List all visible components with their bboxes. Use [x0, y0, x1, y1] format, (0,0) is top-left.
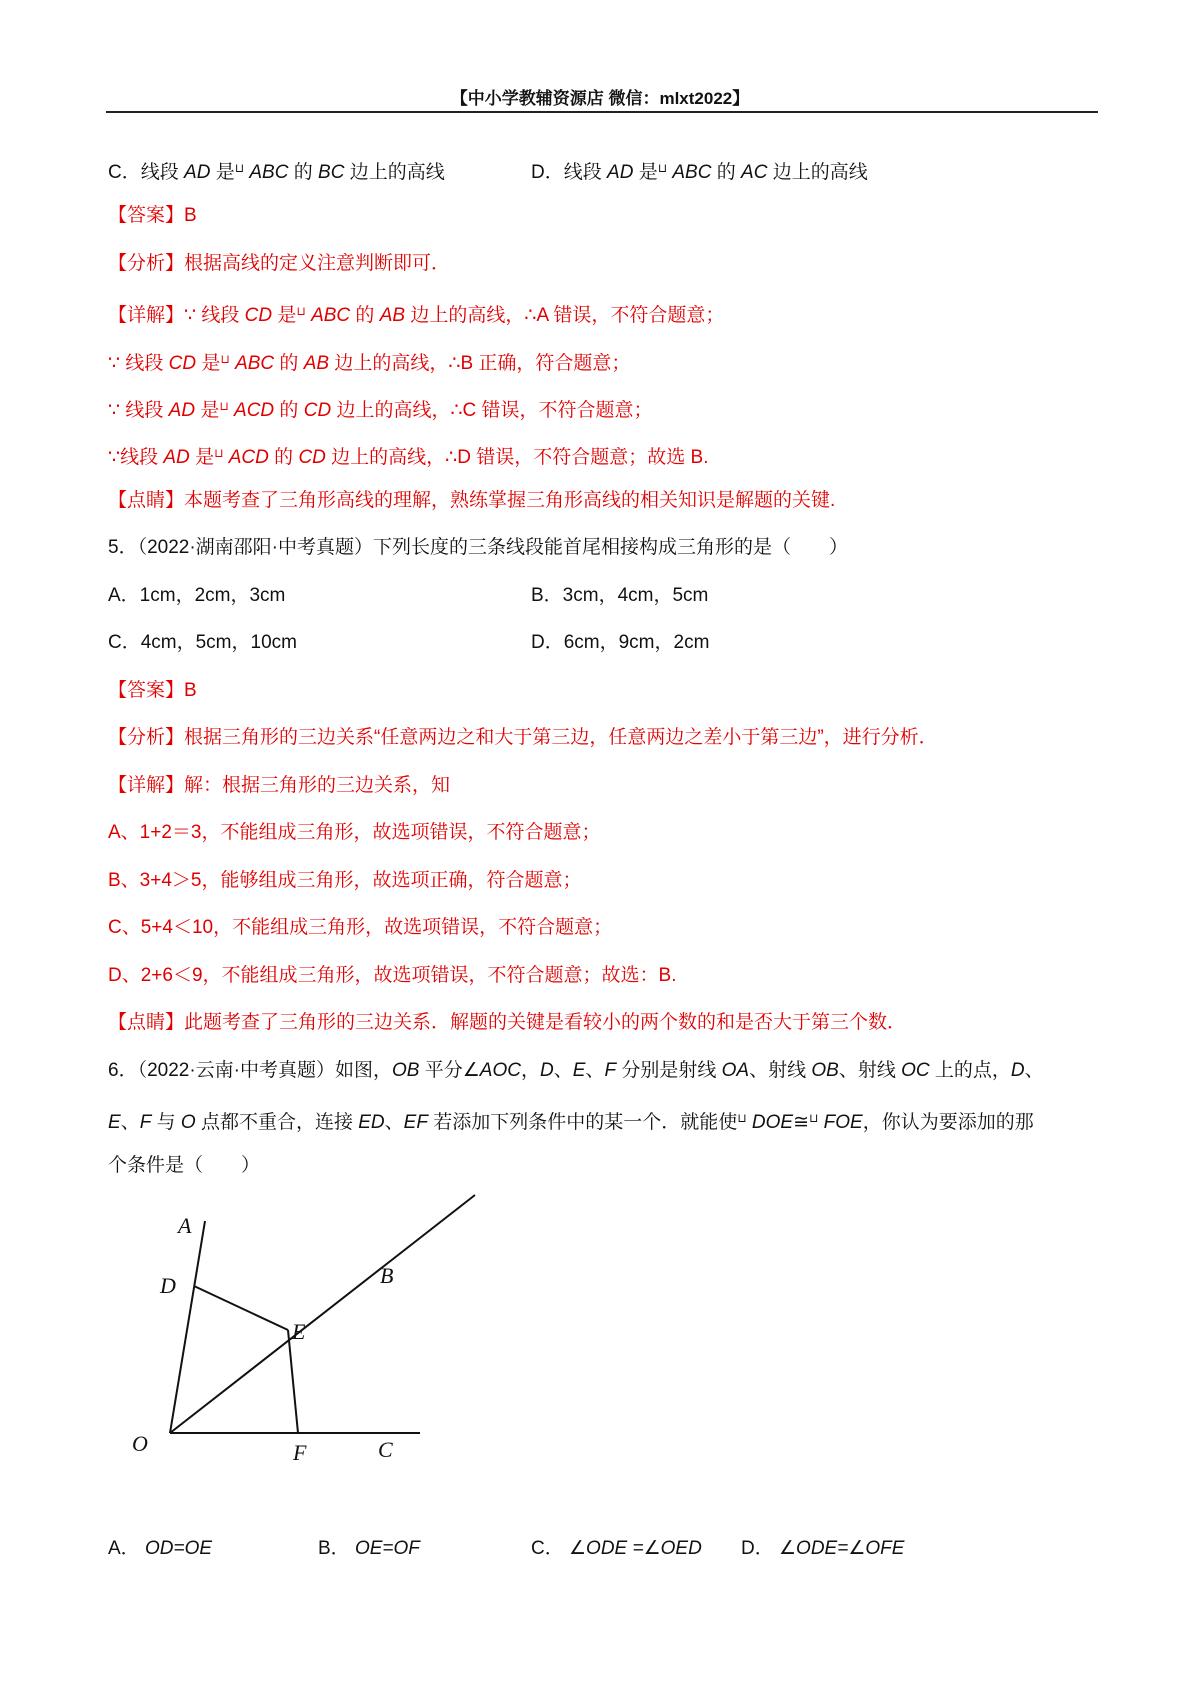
q6-l2-o: O: [180, 1112, 196, 1133]
q6-option-b: [318, 1536, 420, 1562]
q6-l1-ob2: OB: [811, 1060, 839, 1081]
q4-d1-de: 的: [355, 305, 375, 326]
q4-option-d-segment: AD: [607, 162, 634, 183]
q4-option-d-rest: 边上的高线: [772, 162, 868, 183]
q4-option-d-is: 是: [638, 162, 658, 183]
q4-d2-tri: ABC: [235, 353, 275, 374]
q4-analysis: 【分析】根据高线的定义注意判断即可．: [108, 253, 451, 274]
q4-detail-line-4: [108, 440, 709, 471]
q5-comment: 【点睛】此题考查了三角形的三边关系．解题的关键是看较小的两个数的和是否大于第三个数．: [108, 1012, 907, 1033]
triangle-icon: ⊔: [219, 399, 229, 413]
q4-option-d-de: 的: [716, 162, 736, 183]
triangle-icon: ⊔: [234, 161, 245, 175]
q6-l1-c: ，: [520, 1060, 540, 1081]
q4-d1-seg: CD: [244, 305, 273, 326]
triangle-icon: ⊔: [214, 446, 224, 460]
q6-stem-line-2: [108, 1105, 1034, 1136]
q4-comment: 【点睛】本题考查了三角形高线的理解，熟练掌握三角形高线的相关知识是解题的关键.: [108, 490, 836, 511]
q6-option-c-label: C．: [531, 1538, 564, 1559]
q6-l2-foe: FOE: [823, 1112, 863, 1133]
q5-option-b: B．3cm，4cm，5cm: [531, 585, 709, 606]
q6-option-b-label: B．: [318, 1538, 350, 1559]
q4-option-c-rest: 边上的高线: [349, 162, 445, 183]
label-b: B: [380, 1263, 394, 1288]
header-divider: [106, 111, 1098, 113]
q6-figure-svg: [130, 1183, 490, 1473]
q4-d3-a: ∵ 线段: [108, 400, 164, 421]
q6-geometry-figure: [130, 1183, 490, 1473]
q6-l2-f: F: [139, 1112, 152, 1133]
q6-l1-m: 、: [1024, 1060, 1044, 1081]
q4-d4-rest: 边上的高线，∴D 错误，不符合题意；故选 B.: [331, 447, 709, 468]
q6-option-b-value: OE=OF: [354, 1538, 420, 1559]
q5-option-c: C．4cm，5cm，10cm: [108, 632, 297, 653]
q4-d4-a: ∵线段: [108, 447, 159, 468]
q4-option-d-label: D．线段: [531, 162, 602, 183]
q6-option-a-label: A．: [108, 1538, 140, 1559]
q6-l2-ed: ED: [358, 1112, 385, 1133]
q4-d2-seg: CD: [168, 353, 197, 374]
segment-de: [194, 1286, 288, 1330]
q4-option-c-triangle: ABC: [249, 162, 289, 183]
triangle-icon: ⊔: [296, 304, 306, 318]
q4-d4-tri: ACD: [228, 447, 269, 468]
q4-option-c-segment: AD: [184, 162, 211, 183]
label-e: E: [292, 1319, 306, 1344]
q6-l1-aoc: AOC: [479, 1060, 521, 1081]
q5-detail-c: C、5+4＜10，不能组成三角形，故选项错误，不符合题意；: [108, 917, 613, 938]
q4-option-d: [531, 155, 868, 186]
q6-l1-d: D: [539, 1060, 554, 1081]
q4-d3-rest: 边上的高线，∴C 错误，不符合题意；: [336, 400, 653, 421]
q6-l1-i: 分别是射线: [621, 1060, 717, 1081]
q4-d2-de: 的: [279, 353, 299, 374]
q6-option-c-value: ∠ODE =∠OED: [569, 1538, 702, 1559]
q4-d3-is: 是: [200, 400, 220, 421]
q4-detail-line-2: [108, 346, 630, 377]
q4-option-d-side: AC: [741, 162, 768, 183]
q4-d2-is: 是: [201, 353, 221, 374]
label-f: F: [293, 1440, 307, 1465]
q4-d4-de: 的: [274, 447, 294, 468]
q6-l1-g: 、: [585, 1060, 605, 1081]
segment-ef: [288, 1330, 298, 1433]
q5-analysis: 【分析】根据三角形的三边关系“任意两边之和大于第三边，任意两边之差小于第三边”，进行分析．: [108, 727, 938, 748]
q4-d1-rest: 边上的高线，∴A 错误，不符合题意；: [410, 305, 725, 326]
q4-d3-tri: ACD: [234, 400, 275, 421]
q6-l2-a: 、: [120, 1112, 140, 1133]
q6-l2-ef: EF: [403, 1112, 428, 1133]
q5-option-a: A．1cm，2cm，3cm: [108, 585, 286, 606]
q4-option-c-is: 是: [215, 162, 235, 183]
q6-l2-e: E: [108, 1112, 121, 1133]
q5-detail-d: D、2+6＜9，不能组成三角形，故选项错误，不符合题意；故选：B.: [108, 965, 677, 986]
q6-option-d-value: ∠ODE=∠OFE: [779, 1538, 905, 1559]
ray-oa: [170, 1221, 205, 1433]
q6-option-a: [108, 1536, 212, 1562]
q6-option-c: [531, 1536, 702, 1562]
q4-detail-line-1: [108, 298, 724, 329]
label-a: A: [178, 1213, 192, 1238]
q5-option-d: D．6cm，9cm，2cm: [531, 632, 710, 653]
ray-ob: [170, 1195, 475, 1433]
q6-l2-doe: DOE: [751, 1112, 794, 1133]
q4-answer: 【答案】B: [108, 205, 197, 226]
q4-d4-is: 是: [195, 447, 215, 468]
q4-option-c-side: BC: [318, 162, 345, 183]
q4-d3-seg: AD: [168, 400, 196, 421]
q6-l2-c: 点都不重合，连接: [200, 1112, 353, 1133]
q4-option-c-de: 的: [293, 162, 313, 183]
q4-option-c-label: C．线段: [108, 162, 179, 183]
q4-d2-side: AB: [303, 353, 330, 374]
q6-l1-oc: OC: [901, 1060, 930, 1081]
q6-option-d: [741, 1536, 904, 1562]
q6-l1-j: 、射线: [749, 1060, 807, 1081]
q6-l2-b: 与: [156, 1112, 176, 1133]
q4-d2-a: ∵ 线段: [108, 353, 164, 374]
q4-detail-line-3: [108, 393, 653, 424]
q6-option-d-label: D．: [741, 1538, 774, 1559]
q5-answer: 【答案】B: [108, 680, 197, 701]
q5-detail-b: B、3+4＞5，能够组成三角形，故选项正确，符合题意；: [108, 870, 582, 891]
triangle-icon: ⊔: [737, 1111, 747, 1125]
q6-option-a-value: OD=OE: [144, 1538, 213, 1559]
triangle-icon: ⊔: [809, 1111, 819, 1125]
q6-l2-d: 、: [384, 1112, 404, 1133]
q4-d3-side: CD: [303, 400, 332, 421]
q6-l2-g: 若添加下列条件中的某一个．就能使: [433, 1112, 738, 1133]
q6-l1-h: F: [604, 1060, 617, 1081]
page-header: 【中小学教辅资源店 微信：mlxt2022】: [450, 89, 750, 108]
label-d: D: [160, 1273, 176, 1298]
q6-stem-line-3: 个条件是（ ）: [108, 1155, 261, 1176]
label-c: C: [378, 1437, 393, 1462]
q6-l1-f: E: [572, 1060, 586, 1081]
q5-detail-a: A、1+2＝3，不能组成三角形，故选项错误，不符合题意；: [108, 822, 601, 843]
label-o: O: [132, 1431, 148, 1456]
q6-l1-ob: OB: [392, 1060, 420, 1081]
q4-d3-de: 的: [279, 400, 299, 421]
q6-l1-oa: OA: [721, 1060, 750, 1081]
q6-l1-b: 平分∠: [424, 1060, 480, 1081]
q5-detail-intro: 【详解】解：根据三角形的三边关系，知: [108, 775, 451, 796]
q6-l1-l: 上的点，: [934, 1060, 1011, 1081]
triangle-icon: ⊔: [220, 352, 230, 366]
q4-d4-side: CD: [298, 447, 326, 468]
q4-d1-a: 【详解】∵ 线段: [108, 305, 240, 326]
q6-l2-cong: ≅: [793, 1112, 810, 1133]
q6-stem-line-1: [108, 1058, 1044, 1084]
triangle-icon: ⊔: [657, 161, 668, 175]
q6-l1-k: 、射线: [838, 1060, 896, 1081]
q6-l1-d2: D: [1010, 1060, 1025, 1081]
q5-stem: 5．（2022·湖南邵阳·中考真题）下列长度的三条线段能首尾相接构成三角形的是（ ）: [108, 537, 848, 558]
q6-l2-h: ，你认为要添加的那: [862, 1112, 1034, 1133]
q4-d2-rest: 边上的高线，∴B 正确，符合题意；: [334, 353, 631, 374]
q6-l1-a: 6．（2022·云南·中考真题）如图，: [108, 1060, 392, 1081]
q4-d1-side: AB: [379, 305, 406, 326]
q4-option-c: [108, 155, 445, 186]
q4-d4-seg: AD: [163, 447, 190, 468]
q4-option-d-triangle: ABC: [672, 162, 712, 183]
q4-d1-is: 是: [277, 305, 297, 326]
q4-d1-tri: ABC: [311, 305, 351, 326]
q6-l1-e: 、: [553, 1060, 573, 1081]
